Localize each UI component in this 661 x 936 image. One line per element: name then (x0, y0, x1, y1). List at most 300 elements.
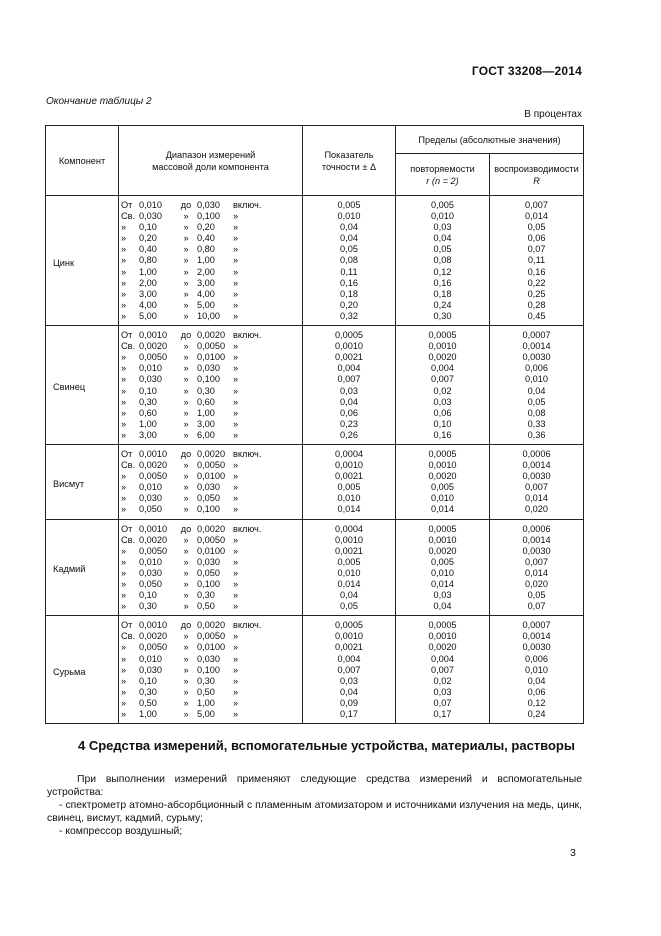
range-part: » (121, 709, 127, 720)
range-part: » (233, 601, 239, 612)
range-part: » (233, 631, 239, 642)
repeatability-value: 0,30 (433, 310, 452, 321)
range-part: 0,050 (197, 493, 220, 504)
range-part: 0,0050 (139, 352, 168, 363)
range-part: 0,0100 (197, 545, 226, 556)
range-part: 0,0010 (139, 448, 168, 459)
repeatability-value: 0,007 (431, 664, 454, 675)
range-part: 0,0050 (197, 631, 226, 642)
range-part: 0,100 (197, 504, 220, 515)
range-part: 0,0100 (197, 642, 226, 653)
range-part: » (183, 601, 189, 612)
range-part: 0,030 (197, 200, 220, 210)
range-line (119, 244, 302, 255)
range-part: » (233, 675, 239, 686)
repeatability-value: 0,005 (431, 200, 454, 210)
range-part: От (121, 200, 133, 210)
range-part: Св. (121, 341, 136, 352)
header-range-line1: Диапазон измерений (165, 149, 256, 160)
range-part: 0,010 (139, 556, 162, 567)
reproducibility-value: 0,0014 (522, 534, 551, 545)
repeatability-value: 0,12 (433, 266, 452, 277)
range-part: » (121, 233, 127, 244)
accuracy-value: 0,007 (337, 374, 361, 385)
range-line (119, 709, 302, 720)
repeatability-value: 0,17 (433, 709, 452, 720)
repeatability-value: 0,0005 (428, 523, 457, 534)
reproducibility-value-cell (490, 616, 584, 724)
reproducibility-value-cell (490, 444, 584, 519)
range-part: » (183, 686, 189, 697)
reproducibility-value: 0,014 (525, 567, 548, 578)
range-part: 0,100 (197, 579, 220, 589)
range-part: От (121, 448, 133, 459)
reproducibility-value: 0,010 (525, 664, 548, 675)
repeatability-value: 0,0005 (428, 620, 457, 631)
accuracy-value-cell (303, 444, 396, 519)
range-part: » (183, 534, 189, 545)
range-part: » (183, 277, 189, 288)
table-row (46, 616, 584, 724)
range-line (119, 211, 302, 222)
header-repeat-line2: r (n = 2) (426, 175, 459, 186)
range-part: 0,10 (139, 222, 157, 233)
range-line (119, 504, 302, 515)
range-part: » (183, 299, 189, 310)
accuracy-value: 0,0021 (334, 471, 364, 482)
reproducibility-value: 0,04 (527, 385, 546, 396)
header-repeat-line1: повторяемости (410, 163, 475, 174)
range-part: » (121, 697, 127, 708)
repeatability-value: 0,010 (431, 493, 454, 504)
range-part: 0,030 (197, 556, 220, 567)
repeatability-value-cell (396, 196, 490, 326)
range-part: » (183, 222, 189, 233)
accuracy-value: 0,03 (340, 385, 358, 396)
range-line (119, 222, 302, 233)
range-part: » (183, 471, 189, 482)
range-part: до (180, 330, 192, 341)
range-part: » (233, 211, 239, 222)
header-reprod-line1: воспроизводимости (494, 163, 579, 174)
range-part: 0,0020 (139, 534, 168, 545)
range-part: » (183, 288, 189, 299)
range-part: 5,00 (197, 709, 215, 720)
range-part: 0,0010 (139, 523, 168, 534)
range-part: 1,00 (139, 709, 157, 720)
repeatability-value: 0,014 (431, 504, 454, 515)
component-name: Висмут (46, 444, 119, 519)
range-part: » (121, 556, 127, 567)
accuracy-value-cell (303, 326, 396, 445)
range-part: 0,0050 (139, 545, 168, 556)
range-part: » (183, 697, 189, 708)
repeatability-value: 0,005 (431, 482, 454, 493)
table-row (46, 326, 584, 445)
repeatability-value-cell (396, 616, 490, 724)
range-part: 1,00 (139, 418, 157, 429)
range-part: 0,20 (139, 233, 157, 244)
range-part: 0,030 (139, 374, 162, 385)
accuracy-value: 0,20 (340, 299, 358, 310)
range-part: » (183, 374, 189, 385)
range-part: » (233, 493, 239, 504)
reproducibility-value: 0,06 (527, 233, 546, 244)
range-part: 0,80 (139, 255, 157, 266)
header-repeatability (396, 154, 490, 196)
range-cell (119, 326, 303, 445)
repeatability-value: 0,0010 (428, 341, 457, 352)
range-line (119, 631, 302, 642)
range-part: 0,0020 (139, 341, 168, 352)
accuracy-value: 0,16 (340, 277, 358, 288)
range-part: » (233, 642, 239, 653)
range-part: 0,40 (197, 233, 215, 244)
range-part: 0,30 (139, 686, 157, 697)
repeatability-value: 0,03 (433, 396, 452, 407)
accuracy-value: 0,11 (340, 266, 358, 277)
range-part: » (121, 642, 127, 653)
range-cell (119, 444, 303, 519)
range-part: » (233, 579, 239, 589)
reproducibility-value: 0,0014 (522, 460, 551, 471)
range-part: » (183, 675, 189, 686)
range-part: 0,030 (139, 567, 162, 578)
range-part: 0,030 (139, 493, 162, 504)
accuracy-value: 0,0021 (334, 545, 364, 556)
range-part: » (183, 579, 189, 589)
repeatability-value: 0,16 (433, 429, 452, 440)
range-part: » (121, 493, 127, 504)
table-row (46, 444, 584, 519)
reproducibility-value: 0,25 (527, 288, 546, 299)
repeatability-value: 0,18 (433, 288, 452, 299)
accuracy-value: 0,005 (337, 200, 361, 210)
range-part: Св. (121, 631, 136, 642)
reproducibility-value: 0,0030 (522, 642, 551, 653)
range-part: » (183, 211, 189, 222)
repeatability-value: 0,02 (433, 675, 452, 686)
range-part: » (233, 567, 239, 578)
range-part: » (233, 697, 239, 708)
reproducibility-value: 0,014 (525, 493, 548, 504)
section-4-title: 4 Средства измерений, вспомогательные устройства, материалы, растворы (78, 738, 575, 753)
repeatability-value: 0,0005 (428, 330, 457, 341)
range-line (119, 397, 302, 408)
repeatability-value: 0,24 (433, 299, 452, 310)
range-part: » (121, 374, 127, 385)
range-part: 0,60 (197, 396, 215, 407)
repeatability-value: 0,02 (433, 385, 452, 396)
repeatability-value: 0,007 (431, 374, 454, 385)
range-part: » (121, 590, 127, 601)
reproducibility-value: 0,020 (525, 579, 548, 589)
header-reproducibility (490, 154, 584, 196)
range-cell (119, 519, 303, 616)
range-part: » (233, 374, 239, 385)
range-part: включ. (233, 200, 262, 210)
range-part: Св. (121, 460, 136, 471)
range-part: » (121, 675, 127, 686)
accuracy-value: 0,005 (337, 482, 361, 493)
range-part: » (233, 590, 239, 601)
range-part: » (233, 534, 239, 545)
range-part: » (233, 709, 239, 720)
range-part: 0,010 (139, 363, 162, 374)
range-part: » (233, 363, 239, 374)
range-part: » (233, 471, 239, 482)
range-part: » (121, 545, 127, 556)
range-line (119, 200, 302, 211)
range-part: 0,60 (139, 407, 157, 418)
range-part: 10,00 (197, 310, 220, 321)
reproducibility-value: 0,16 (527, 266, 546, 277)
reproducibility-value: 0,22 (527, 277, 546, 288)
accuracy-value: 0,0021 (334, 642, 364, 653)
range-part: » (121, 601, 127, 612)
accuracy-value: 0,04 (340, 396, 358, 407)
range-part: включ. (233, 523, 262, 534)
range-line (119, 482, 302, 493)
range-part: 1,00 (197, 697, 215, 708)
range-part: до (180, 620, 192, 631)
table-caption: Окончание таблицы 2 (46, 96, 152, 107)
range-part: » (183, 504, 189, 515)
range-part: 0,10 (139, 590, 157, 601)
reproducibility-value: 0,0014 (522, 341, 551, 352)
accuracy-value: 0,0010 (334, 631, 364, 642)
paragraph-intro: При выполнении измерений применяют следующие средства измерений и вспомогательные устройства: (47, 774, 582, 798)
reproducibility-value: 0,24 (527, 709, 546, 720)
range-part: » (183, 385, 189, 396)
range-part: 0,010 (139, 482, 162, 493)
range-line (119, 620, 302, 631)
reproducibility-value-cell (490, 326, 584, 445)
reproducibility-value: 0,007 (525, 556, 548, 567)
range-part: 0,40 (139, 244, 157, 255)
reproducibility-value: 0,12 (527, 697, 546, 708)
range-part: 0,30 (139, 601, 157, 612)
range-part: 0,30 (197, 590, 215, 601)
range-part: 0,0050 (139, 642, 168, 653)
accuracy-value-cell (303, 616, 396, 724)
accuracy-value: 0,23 (340, 418, 358, 429)
range-part: » (233, 310, 239, 321)
range-line (119, 698, 302, 709)
reproducibility-value: 0,0006 (522, 448, 551, 459)
range-part: 0,0020 (197, 330, 226, 341)
limits-table (45, 125, 584, 724)
range-part: Св. (121, 534, 136, 545)
accuracy-value: 0,0005 (334, 620, 364, 631)
header-range-line2: массовой доли компонента (152, 161, 269, 172)
range-part: » (183, 545, 189, 556)
range-line (119, 352, 302, 363)
repeatability-value: 0,004 (431, 363, 454, 374)
accuracy-value: 0,03 (340, 675, 358, 686)
header-component: Компонент (46, 126, 119, 196)
range-line (119, 493, 302, 504)
range-part: » (233, 686, 239, 697)
accuracy-value: 0,08 (340, 255, 358, 266)
range-part: 0,10 (139, 385, 157, 396)
repeatability-value: 0,005 (431, 556, 454, 567)
accuracy-value: 0,09 (340, 697, 358, 708)
range-cell (119, 196, 303, 326)
reproducibility-value: 0,0014 (522, 631, 551, 642)
range-part: » (183, 244, 189, 255)
accuracy-value: 0,04 (340, 222, 358, 233)
range-part: включ. (233, 448, 262, 459)
range-part: 2,00 (197, 266, 215, 277)
table-row (46, 196, 584, 326)
component-name: Сурьма (46, 616, 119, 724)
range-part: » (121, 310, 127, 321)
range-part: От (121, 330, 133, 341)
range-part: 5,00 (197, 299, 215, 310)
reproducibility-value: 0,05 (527, 396, 546, 407)
range-line (119, 546, 302, 557)
range-part: 5,00 (139, 310, 157, 321)
reproducibility-value: 0,020 (525, 504, 548, 515)
range-part: » (183, 310, 189, 321)
accuracy-value: 0,0004 (334, 448, 364, 459)
range-part: до (180, 448, 192, 459)
range-line (119, 430, 302, 441)
range-cell (119, 616, 303, 724)
range-part: 0,0020 (139, 460, 168, 471)
range-part: » (233, 460, 239, 471)
reproducibility-value: 0,0007 (522, 620, 551, 631)
range-part: » (121, 471, 127, 482)
range-line (119, 419, 302, 430)
accuracy-value: 0,05 (340, 244, 358, 255)
accuracy-value: 0,014 (337, 579, 361, 589)
accuracy-value: 0,010 (337, 493, 361, 504)
range-line (119, 255, 302, 266)
range-part: » (121, 504, 127, 515)
repeatability-value: 0,0010 (428, 534, 457, 545)
range-line (119, 601, 302, 612)
range-part: » (183, 590, 189, 601)
range-part: 0,100 (197, 664, 220, 675)
range-line (119, 642, 302, 653)
reproducibility-value: 0,010 (525, 374, 548, 385)
range-line (119, 386, 302, 397)
accuracy-value: 0,004 (337, 653, 361, 664)
range-part: » (233, 244, 239, 255)
accuracy-value-cell (303, 196, 396, 326)
range-part: » (121, 266, 127, 277)
range-part: » (183, 352, 189, 363)
reproducibility-value: 0,0030 (522, 471, 551, 482)
range-part: Св. (121, 211, 136, 222)
range-part: » (183, 418, 189, 429)
repeatability-value: 0,004 (431, 653, 454, 664)
range-line (119, 289, 302, 300)
range-part: 1,00 (139, 266, 157, 277)
range-part: 0,0020 (197, 448, 226, 459)
range-part: » (233, 255, 239, 266)
range-part: » (121, 396, 127, 407)
accuracy-value: 0,007 (337, 664, 361, 675)
reproducibility-value: 0,0006 (522, 523, 551, 534)
reproducibility-value: 0,11 (527, 255, 546, 266)
range-line (119, 449, 302, 460)
range-part: 3,00 (197, 418, 215, 429)
accuracy-value: 0,32 (340, 310, 358, 321)
range-part: 0,50 (139, 697, 157, 708)
range-part: 0,0100 (197, 471, 226, 482)
header-range (119, 126, 303, 196)
accuracy-value: 0,0005 (334, 330, 364, 341)
range-part: 0,0020 (197, 523, 226, 534)
range-part: » (121, 664, 127, 675)
range-part: 0,80 (197, 244, 215, 255)
reproducibility-value: 0,0007 (522, 330, 551, 341)
reproducibility-value: 0,07 (527, 244, 546, 255)
range-part: » (121, 579, 127, 589)
range-part: 1,00 (197, 255, 215, 266)
range-part: » (233, 277, 239, 288)
range-part: » (233, 266, 239, 277)
range-part: 2,00 (139, 277, 157, 288)
range-part: » (121, 429, 127, 440)
repeatability-value: 0,03 (433, 686, 452, 697)
range-part: » (121, 653, 127, 664)
range-part: » (233, 504, 239, 515)
accuracy-value: 0,0010 (334, 460, 364, 471)
repeatability-value: 0,0020 (428, 471, 457, 482)
reproducibility-value-cell (490, 519, 584, 616)
range-part: » (233, 418, 239, 429)
range-part: » (183, 255, 189, 266)
table-units: В процентах (524, 109, 582, 120)
accuracy-value: 0,0004 (334, 523, 364, 534)
range-part: 3,00 (139, 288, 157, 299)
reproducibility-value: 0,45 (527, 310, 546, 321)
range-line (119, 374, 302, 385)
range-line (119, 471, 302, 482)
repeatability-value: 0,05 (433, 244, 452, 255)
range-part: » (183, 653, 189, 664)
range-part: » (121, 363, 127, 374)
reproducibility-value: 0,06 (527, 686, 546, 697)
accuracy-value: 0,004 (337, 363, 361, 374)
range-line (119, 408, 302, 419)
repeatability-value: 0,0010 (428, 631, 457, 642)
range-part: 0,030 (139, 211, 162, 222)
accuracy-value: 0,05 (340, 601, 358, 612)
header-limits: Пределы (абсолютные значения) (396, 126, 584, 154)
accuracy-value: 0,04 (340, 233, 358, 244)
range-line (119, 557, 302, 568)
component-name: Цинк (46, 196, 119, 326)
range-line (119, 330, 302, 341)
range-part: » (183, 482, 189, 493)
range-line (119, 579, 302, 590)
reproducibility-value: 0,36 (527, 429, 546, 440)
range-part: » (121, 686, 127, 697)
range-part: 0,30 (197, 675, 215, 686)
range-part: » (233, 545, 239, 556)
range-line (119, 233, 302, 244)
range-line (119, 311, 302, 322)
range-part: 0,050 (139, 579, 162, 589)
range-part: 6,00 (197, 429, 215, 440)
range-part: » (121, 418, 127, 429)
range-part: » (233, 407, 239, 418)
